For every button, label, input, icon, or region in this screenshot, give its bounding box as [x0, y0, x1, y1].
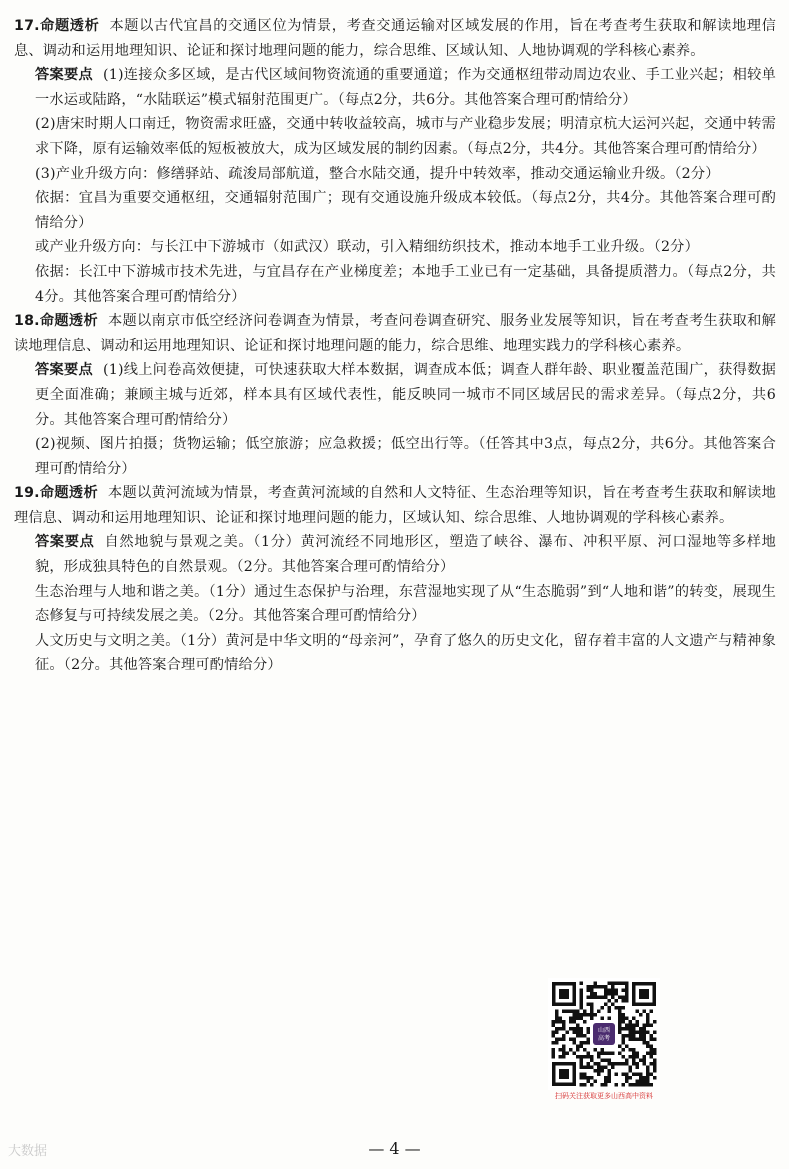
- q19-number: 19.: [14, 485, 40, 502]
- qr-code-block: [546, 978, 662, 1101]
- question-17: [14, 14, 776, 309]
- q17-answer-1: (1)连接众多区域，是古代区域间物资流通的重要通道；作为交通枢纽带动周边农业、手工业兴起；相较单一水运或陆路，“水陆联运”模式辐射范围更广。（每点2分，共6分。其他答案合理可酌情给分）: [35, 67, 776, 108]
- q17-answer-3-alt-basis: 依据：长江中下游城市技术先进，与宜昌存在产业梯度差；本地手工业已有一定基础，具备提质潜力。（每点2分，共4分。其他答案合理可酌情给分）: [35, 263, 776, 305]
- q17-answer-3: (3)产业升级方向：修缮驿站、疏浚局部航道，整合水陆交通，提升中转效率，推动交通运输业升级。（2分）: [35, 165, 720, 182]
- answer-content: [14, 14, 776, 678]
- question-18: [14, 309, 776, 481]
- q19-analysis-label: 命题透析: [39, 485, 98, 502]
- q17-analysis: [14, 14, 776, 63]
- q18-number: 18.: [14, 313, 40, 330]
- q19-answer-2: 生态治理与人地和谐之美。（1分）通过生态保护与治理，东营湿地实现了从“生态脆弱”到“人地和谐”的转变，展现生态修复与可持续发展之美。（2分。其他答案合理可酌情给分）: [35, 583, 776, 625]
- q18-analysis-text: 本题以南京市低空经济问卷调查为情景，考查问卷调查研究、服务业发展等知识，旨在考查考生获取和解读地理信息、调动和运用地理知识、论证和探讨地理问题的能力，综合思维、地理实践力的学科核心素养。: [14, 313, 776, 354]
- q17-number: 17.: [14, 18, 40, 34]
- app-watermark: 大数据: [8, 1144, 48, 1159]
- qr-center-text-1: 山西: [597, 1027, 611, 1034]
- q19-analysis: [14, 481, 776, 530]
- q18-answer-label: 答案要点: [35, 362, 93, 379]
- q18-analysis: [14, 309, 776, 358]
- qr-code-icon: [548, 978, 660, 1090]
- q19-answer-1: 自然地貌与景观之美。（1分）黄河流经不同地形区，塑造了峡谷、瀑布、冲积平原、河口湿地等多样地貌，形成独具特色的自然景观。（2分。其他答案合理可酌情给分）: [35, 534, 776, 576]
- question-19: [14, 481, 776, 678]
- q19-analysis-text: 本题以黄河流域为情景，考查黄河流域的自然和人文特征、生态治理等知识，旨在考查考生获取和解读地理信息、调动和运用地理知识、论证和探讨地理问题的能力，区域认知、综合思维、人地协调观的学科核心素养。: [14, 485, 776, 526]
- q17-analysis-label: 命题透析: [39, 18, 100, 34]
- q17-answer-3-alt: 或产业升级方向：与长江中下游城市（如武汉）联动，引入精细纺织技术，推动本地手工业升级。（2分）: [35, 239, 699, 256]
- q18-answer-2: (2)视频、图片拍摄；货物运输；低空旅游；应急救援；低空出行等。（任答其中3点，每点2分，共6分。其他答案合理可酌情给分）: [35, 436, 776, 477]
- q18-answer: [14, 358, 776, 432]
- q17-answer: [14, 63, 776, 112]
- q18-answer-1: (1)线上问卷高效便捷，可快速获取大样本数据，调查成本低；调查人群年龄、职业覆盖范围广，获得数据更全面准确；兼顾主城与近郊，样本具有区域代表性，能反映同一城市不同区域居民的需求差异。（每点2分，共6分。其他答案合理可酌情给分）: [35, 362, 776, 428]
- q18-analysis-label: 命题透析: [39, 313, 98, 330]
- q19-answer: [14, 530, 776, 579]
- page-number: — 4 —: [368, 1139, 421, 1158]
- q19-answer-label: 答案要点: [35, 534, 95, 551]
- q17-answer-label: 答案要点: [35, 67, 93, 84]
- q17-analysis-text: 本题以古代宜昌的交通区位为情景，考查交通运输对区域发展的作用，旨在考查考生获取和解读地理信息、调动和运用地理知识、论证和探讨地理问题的能力，综合思维、区域认知、人地协调观的学科核心素养。: [14, 18, 776, 59]
- q19-answer-3: 人文历史与文明之美。（1分）黄河是中华文明的“母亲河”，孕育了悠久的历史文化，留存着丰富的人文遗产与精神象征。（2分。其他答案合理可酌情给分）: [35, 632, 776, 674]
- q17-answer-2: (2)唐宋时期人口南迁，物资需求旺盛，交通中转收益较高，城市与产业稳步发展；明清京杭大运河兴起，交通中转需求下降，原有运输效率低的短板被放大，成为区域发展的制约因素。（每点2分，共4分。其他答案合理可酌情给分）: [35, 116, 776, 157]
- qr-caption: 扫码关注获取更多山西高中资料: [555, 1092, 653, 1100]
- qr-center-text-2: 高考: [597, 1035, 611, 1042]
- q17-answer-3-basis: 依据：宜昌为重要交通枢纽，交通辐射范围广；现有交通设施升级成本较低。（每点2分，共4分。其他答案合理可酌情给分）: [35, 190, 776, 231]
